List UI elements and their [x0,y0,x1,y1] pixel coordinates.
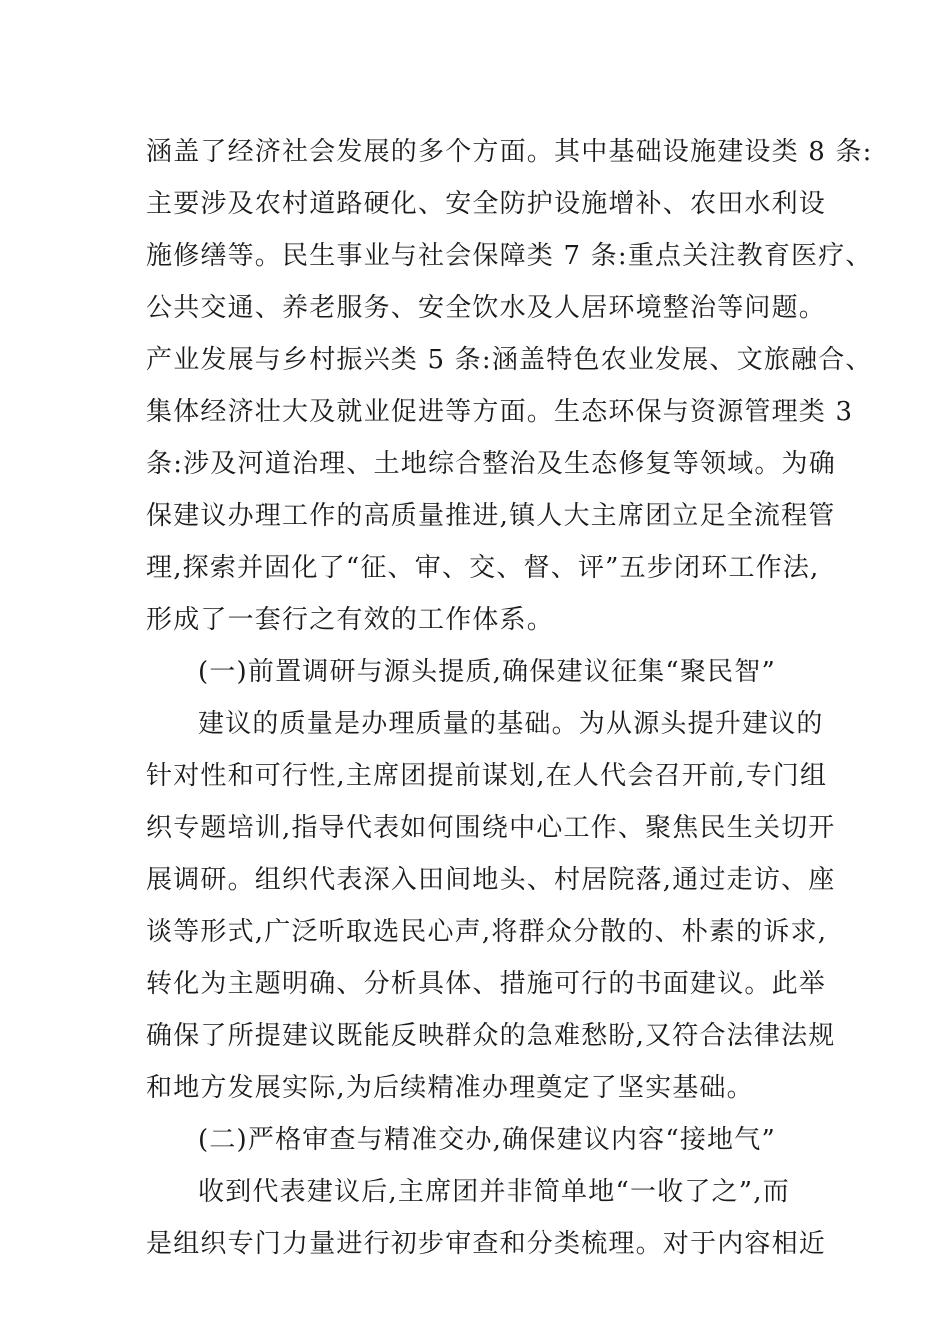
paragraph-line: 建议的质量是办理质量的基础。为从源头提升建议的 [198,709,824,739]
paragraph-line: 施修缮等。民生事业与社会保障类 7 条:重点关注教育医疗、 [146,241,873,271]
section-heading: (一)前置调研与源头提质,确保建议征集“聚民智” [198,657,776,687]
paragraph-line: 确保了所提建议既能反映群众的急难愁盼,又符合法律法规 [146,1021,836,1051]
paragraph-line: 主要涉及农村道路硬化、安全防护设施增补、农田水利设 [146,189,827,219]
paragraph-line: 公共交通、养老服务、安全饮水及人居环境整治等问题。 [146,293,827,323]
paragraph-line: 理,探索并固化了“征、审、交、督、评”五步闭环工作法, [146,553,820,583]
paragraph-line: 转化为主题明确、分析具体、措施可行的书面建议。此举 [146,969,827,999]
paragraph-line: 和地方发展实际,为后续精准办理奠定了坚实基础。 [146,1073,754,1103]
paragraph-line: 形成了一套行之有效的工作体系。 [146,605,555,635]
paragraph-line: 涵盖了经济社会发展的多个方面。其中基础设施建设类 8 条: [146,137,873,167]
paragraph-line: 产业发展与乡村振兴类 5 条:涵盖特色农业发展、文旅融合、 [146,345,873,375]
section-heading: (二)严格审查与精准交办,确保建议内容“接地气” [198,1125,776,1155]
paragraph-line: 是组织专门力量进行初步审查和分类梳理。对于内容相近 [146,1229,827,1259]
paragraph-line: 针对性和可行性,主席团提前谋划,在人代会召开前,专门组 [146,761,828,791]
paragraph-line: 织专题培训,指导代表如何围绕中心工作、聚焦民生关切开 [146,813,836,843]
paragraph-line: 条:涉及河道治理、土地综合整治及生态修复等领域。为确 [146,449,836,479]
paragraph-line: 收到代表建议后,主席团并非简单地“一收了之”,而 [198,1177,790,1207]
paragraph-line: 谈等形式,广泛听取选民心声,将群众分散的、朴素的诉求, [146,917,828,947]
paragraph-line: 保建议办理工作的高质量推进,镇人大主席团立足全流程管 [146,501,836,531]
paragraph-line: 展调研。组织代表深入田间地头、村居院落,通过走访、座 [146,865,836,895]
paragraph-line: 集体经济壮大及就业促进等方面。生态环保与资源管理类 3 [146,397,854,427]
